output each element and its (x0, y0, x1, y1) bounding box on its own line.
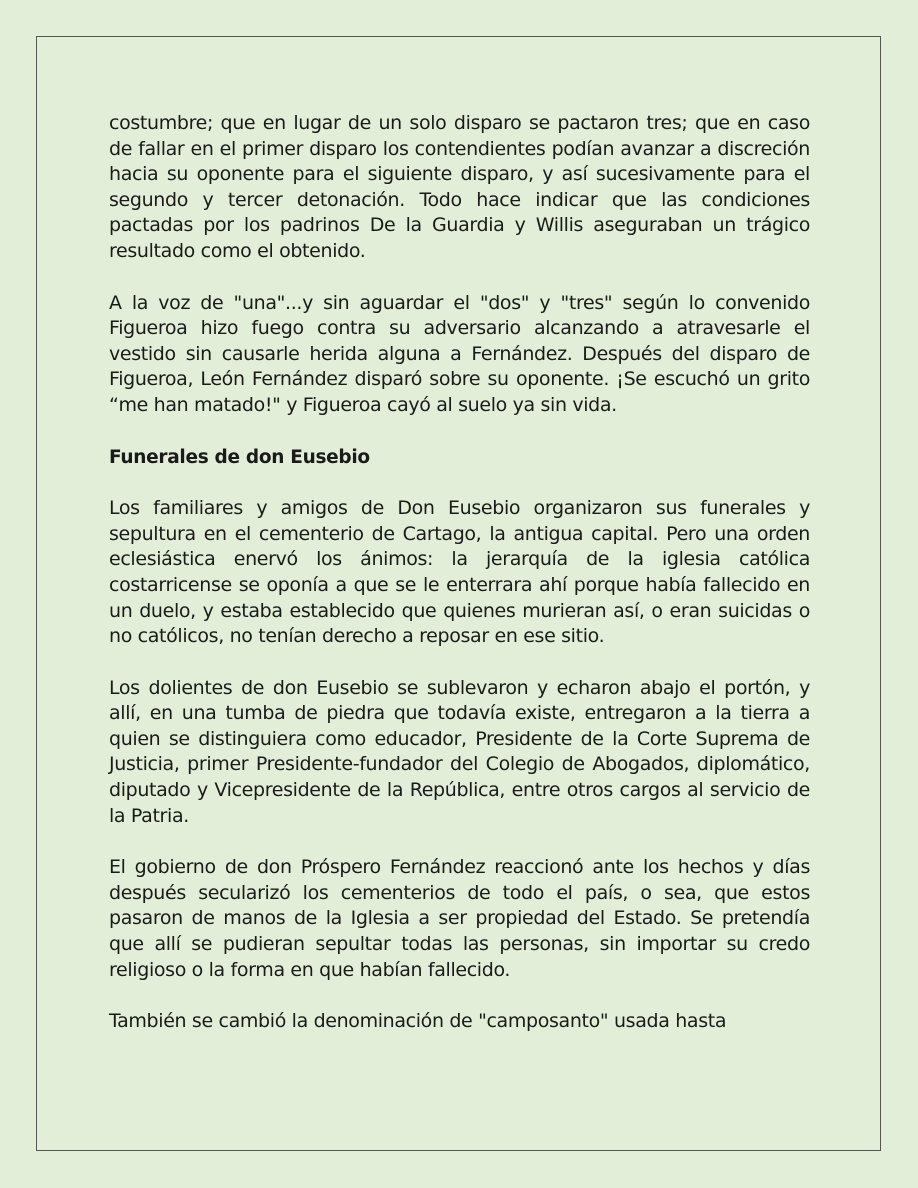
paragraph-duel-shots: A la voz de "una"...y sin aguardar el "dos" y "tres" según lo convenido Figueroa hizo fuego contra su adversario alcanzando a atravesarle el vestido sin causarle herida alguna a Fernández. Después del disparo de Figueroa, León Fernández disparó sobre su oponente. ¡Se escuchó un grito “me han matado!" y Figueroa cayó al suelo ya sin vida. (109, 291, 810, 416)
section-heading: Funerales de don Eusebio (109, 446, 370, 468)
paragraph-camposanto: También se cambió la denominación de "camposanto" usada hasta (109, 1010, 727, 1033)
paragraph-secularization: El gobierno de don Próspero Fernández reaccionó ante los hechos y días después secularizó los cementerios de todo el país, o sea, que estos pasaron de manos de la Iglesia a ser propiedad del Estado. Se pretendía que allí se pudieran sepultar todas las personas, sin importar su credo religioso o la forma en que habían fallecido. (109, 856, 810, 981)
document-body (109, 111, 810, 1061)
paragraph-duel-conditions: costumbre; que en lugar de un solo disparo se pactaron tres; que en caso de fallar en el primer disparo los contendientes podían avanzar a discreción hacia su oponente para el siguiente disparo, y así sucesivamente para el segundo y tercer detonación. Todo hace indicar que las condiciones pactadas por los padrinos De la Guardia y Willis aseguraban un trágico resultado como el obtenido. (109, 112, 810, 262)
paragraph-mourners-revolt: Los dolientes de don Eusebio se sublevaron y echaron abajo el portón, y allí, en una tumba de piedra que todavía existe, entregaron a la tierra a quien se distinguiera como educador, Presidente de la Corte Suprema de Justicia, primer Presidente-fundador del Colegio de Abogados, diplomático, diputado y Vicepresidente de la República, entre otros cargos al servicio de la Patria. (109, 676, 810, 827)
paragraph-funeral-plans: Los familiares y amigos de Don Eusebio organizaron sus funerales y sepultura en el cementerio de Cartago, la antigua capital. Pero una orden eclesiástica enervó los ánimos: la jerarquía de la iglesia católica costarricense se oponía a que se le enterrara ahí porque había fallecido en un duelo, y estaba establecido que quienes murieran así, o eran suicidas o no católicos, no tenían derecho a reposar en ese sitio. (109, 497, 810, 648)
